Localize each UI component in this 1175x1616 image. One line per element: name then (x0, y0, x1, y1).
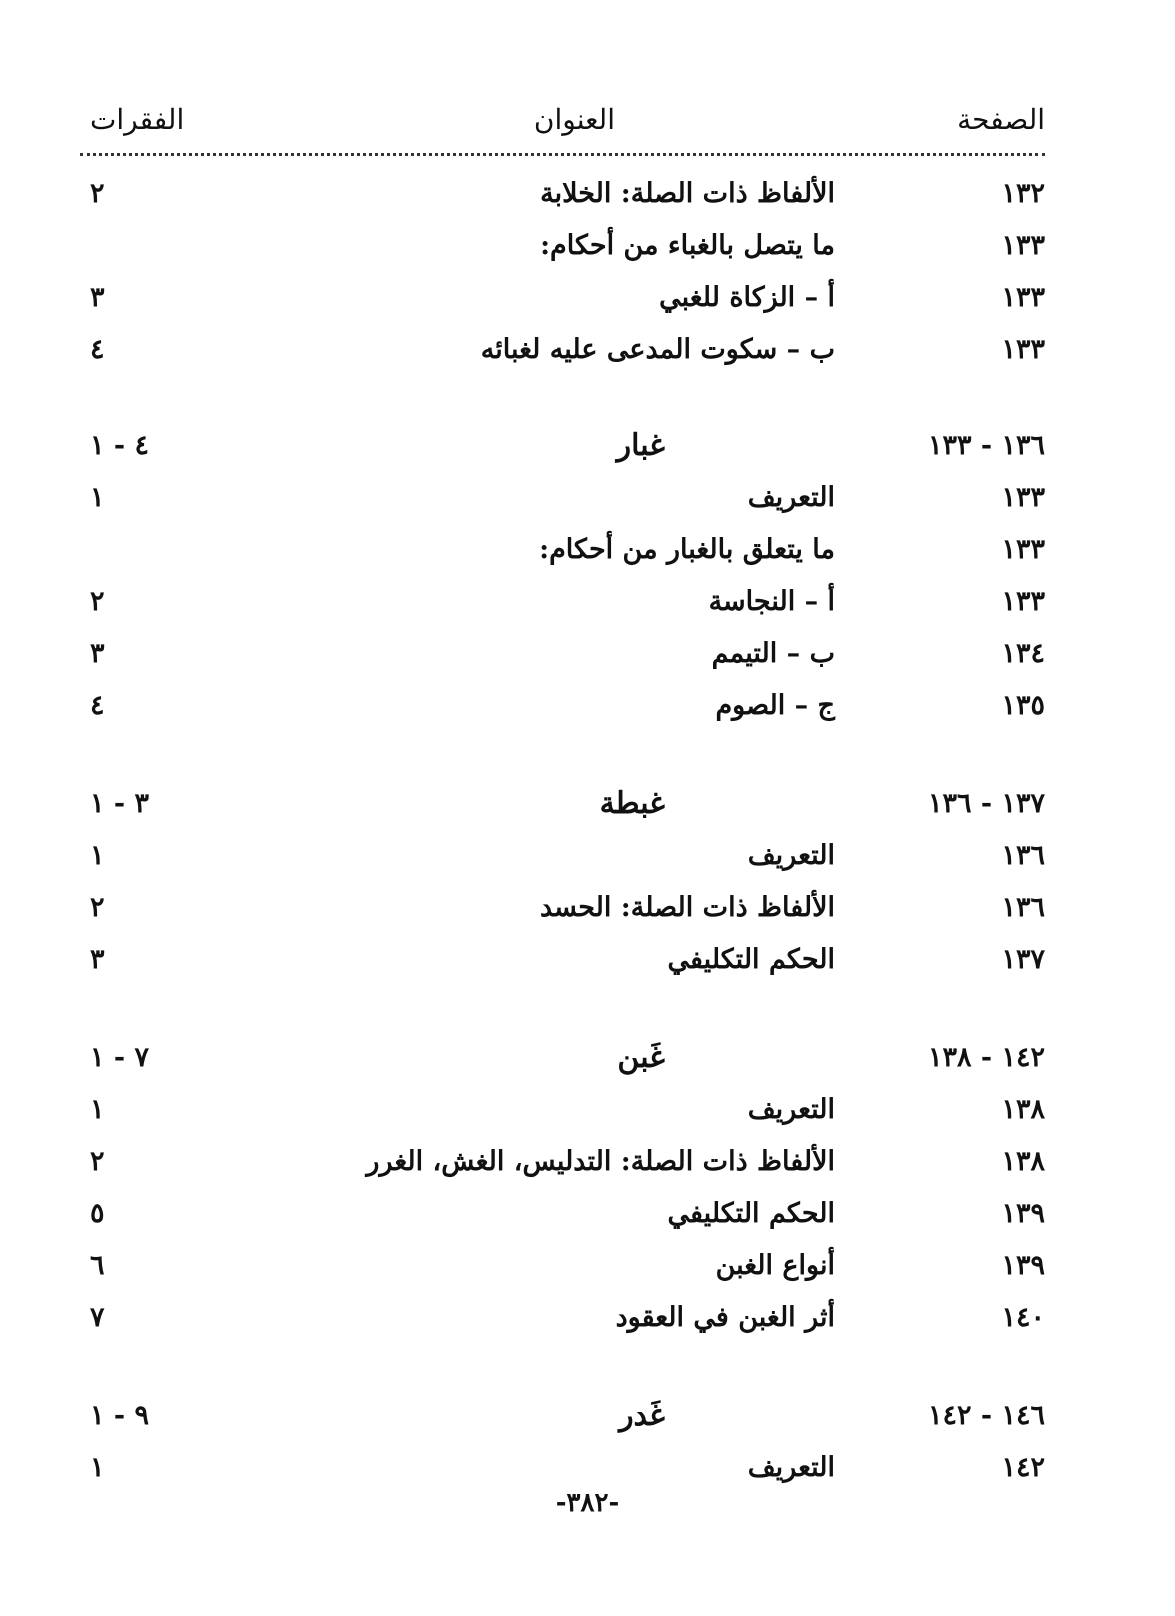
row-page: ١٣٨ (1001, 1146, 1045, 1177)
row-paragraphs: ٣ (90, 944, 105, 975)
row-title: التعريف (747, 1094, 835, 1125)
row-paragraphs: ٢ (90, 178, 105, 209)
row-title: ما يتصل بالغباء من أحكام: (540, 230, 835, 261)
index-row (80, 1140, 1045, 1184)
row-page: ١٤٠ (1001, 1302, 1045, 1333)
header-divider (80, 153, 1045, 156)
index-row (80, 1446, 1045, 1490)
entry-title: غَدر (619, 1398, 665, 1433)
row-title: التعريف (747, 840, 835, 871)
row-page: ١٣٣ (1001, 282, 1045, 313)
row-paragraphs: ٢ (90, 892, 105, 923)
row-paragraphs: ٥ (90, 1198, 105, 1229)
row-paragraphs: ٤ (90, 690, 105, 721)
row-page: ١٣٦ (1001, 892, 1045, 923)
row-page: ١٤٢ (1001, 1452, 1045, 1483)
row-paragraph-range: ٤ - ١ (90, 430, 150, 461)
page-number: -٣٨٢- (555, 1488, 620, 1518)
row-paragraphs: ١ (90, 1094, 105, 1125)
row-title: ب – التيمم (711, 638, 835, 669)
row-page: ١٣٣ (1001, 586, 1045, 617)
row-page-range: ١٣٧ - ١٣٦ (927, 788, 1045, 819)
row-title: أنواع الغبن (715, 1250, 835, 1281)
row-page-range: ١٤٢ - ١٣٨ (927, 1042, 1045, 1073)
index-row (80, 834, 1045, 878)
index-entry-heading (80, 1036, 1045, 1080)
row-page: ١٣٩ (1001, 1250, 1045, 1281)
row-title: أ – الزكاة للغبي (659, 282, 835, 313)
row-page: ١٣٣ (1001, 482, 1045, 513)
row-page: ١٣٩ (1001, 1198, 1045, 1229)
row-paragraphs: ٢ (90, 1146, 105, 1177)
row-page: ١٣٣ (1001, 534, 1045, 565)
header-page-label: الصفحة (957, 103, 1045, 136)
row-paragraphs: ٢ (90, 586, 105, 617)
row-title: أثر الغبن في العقود (615, 1302, 835, 1333)
row-title: أ – النجاسة (708, 586, 835, 617)
header-paragraphs-label: الفقرات (90, 103, 185, 136)
row-paragraphs: ٤ (90, 334, 105, 365)
row-page: ١٣٧ (1001, 944, 1045, 975)
row-title: التعريف (747, 1452, 835, 1483)
row-title: الألفاظ ذات الصلة: التدليس، الغش، الغرر (366, 1146, 835, 1177)
row-paragraph-range: ٧ - ١ (90, 1042, 150, 1073)
index-row (80, 224, 1045, 268)
row-title: ب – سكوت المدعى عليه لغبائه (480, 334, 835, 365)
row-title: ج – الصوم (715, 690, 835, 721)
index-row (80, 1088, 1045, 1132)
row-paragraphs: ١ (90, 1452, 105, 1483)
index-row (80, 328, 1045, 372)
row-page-range: ١٣٦ - ١٣٣ (927, 430, 1045, 461)
row-title: ما يتعلق بالغبار من أحكام: (539, 534, 835, 565)
index-row (80, 1296, 1045, 1340)
row-paragraphs: ١ (90, 482, 105, 513)
row-page: ١٣٦ (1001, 840, 1045, 871)
row-page: ١٣٥ (1001, 690, 1045, 721)
row-page: ١٣٨ (1001, 1094, 1045, 1125)
entry-title: غَبن (617, 1040, 665, 1075)
row-paragraphs: ١ (90, 840, 105, 871)
row-page: ١٣٣ (1001, 334, 1045, 365)
index-row (80, 528, 1045, 572)
index-row (80, 1244, 1045, 1288)
row-paragraphs: ٧ (90, 1302, 105, 1333)
row-page-range: ١٤٦ - ١٤٢ (927, 1400, 1045, 1431)
entry-title: غبطة (599, 786, 665, 821)
row-page: ١٣٤ (1001, 638, 1045, 669)
index-row (80, 580, 1045, 624)
index-row (80, 1192, 1045, 1236)
row-title: الحكم التكليفي (667, 1198, 835, 1229)
table-header (80, 100, 1045, 150)
index-row (80, 684, 1045, 728)
row-paragraphs: ٣ (90, 638, 105, 669)
row-page: ١٣٢ (1001, 178, 1045, 209)
index-entry-heading (80, 782, 1045, 826)
index-row (80, 276, 1045, 320)
row-title: الألفاظ ذات الصلة: الحسد (539, 892, 835, 923)
index-entry-heading (80, 424, 1045, 468)
entry-title: غبار (616, 428, 665, 463)
index-row (80, 476, 1045, 520)
index-row (80, 886, 1045, 930)
index-row (80, 938, 1045, 982)
row-title: الألفاظ ذات الصلة: الخلابة (540, 178, 835, 209)
header-title-label: العنوان (533, 103, 615, 136)
row-title: الحكم التكليفي (667, 944, 835, 975)
row-paragraph-range: ٩ - ١ (90, 1400, 150, 1431)
index-row (80, 632, 1045, 676)
row-page: ١٣٣ (1001, 230, 1045, 261)
index-row (80, 172, 1045, 216)
index-entry-heading (80, 1394, 1045, 1438)
row-paragraphs: ٦ (90, 1250, 105, 1281)
row-paragraph-range: ٣ - ١ (90, 788, 150, 819)
row-paragraphs: ٣ (90, 282, 105, 313)
row-title: التعريف (747, 482, 835, 513)
